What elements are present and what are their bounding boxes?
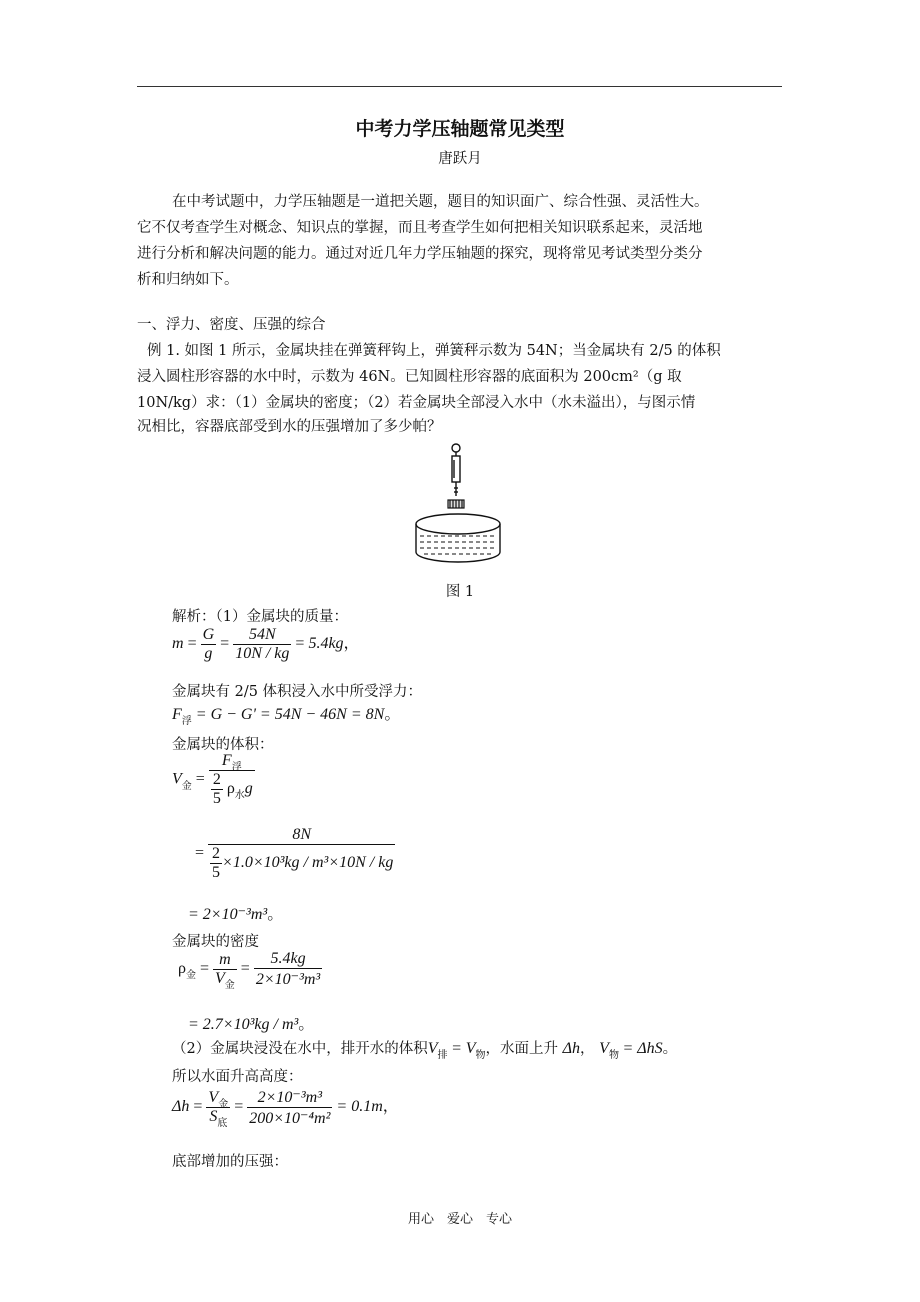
example-line-3: 10N/kg）求：（1）金属块的密度；（2）若金属块全部浸入水中（水未溢出），与图示情 [137, 395, 696, 411]
mass-equation: m = $\frac{G}{g}$ = $\frac{54N}{10N / kg}$ = 5.4kg， [172, 626, 360, 662]
figure-1-illustration [410, 438, 510, 568]
volume-equation-1: $V_金$ = $F_浮$ $\frac{2}{5}$ $\rho_水g$ [172, 752, 253, 807]
document-title: 中考力学压轴题常见类型 [355, 118, 565, 140]
density-result: = 2.7×10³kg / m³。 [188, 1016, 315, 1033]
cylinder-container-icon [416, 514, 500, 562]
rise-equation: Δh = $\frac{V_金}{S_底}$ = $\frac{\text{2×10⁻³m³}}{\text{200×10⁻⁴m²}}$ = 0.1m， [172, 1089, 399, 1129]
volume-equation-2: = 8N $\frac{2}{5}$ ×1.0×10³kg / m³×10N / kg [195, 826, 394, 881]
intro-line-3: 进行分析和解决问题的能力。通过对近几年力学压轴题的探究，现将常见考试类型分类分 [137, 246, 703, 262]
volume-label: 金属块的体积： [172, 737, 274, 753]
intro-line-2: 它不仅考查学生对概念、知识点的掌握，而且考查学生如何把相关知识联系起来，灵活地 [137, 220, 703, 236]
document-author: 唐跃月 [438, 151, 482, 167]
page-footer: 用心 爱心 专心 [407, 1212, 512, 1227]
pressure-label: 底部增加的压强： [172, 1154, 288, 1170]
header-rule [137, 86, 782, 87]
section-heading: 一、浮力、密度、压强的综合 [137, 317, 326, 333]
part2-statement: （2）金属块浸没在水中，排开水的体积$V_排 = V_物$，水面上升 Δh， $V_物 = \Delta hS$。 [172, 1040, 678, 1061]
example-line-1: 例 1. 如图 1 所示，金属块挂在弹簧秤钩上，弹簧秤示数为 54N；当金属块有 2/5 的体积 [147, 343, 721, 359]
intro-line-4: 析和归纳如下。 [137, 272, 239, 288]
figure-caption: 图 1 [445, 584, 475, 600]
buoyancy-label: 金属块有 2/5 体积浸入水中所受浮力： [172, 684, 423, 700]
intro-line-1: 在中考试题中，力学压轴题是一道把关题，题目的知识面广、综合性强、灵活性大。 [172, 194, 709, 210]
example-line-2: 浸入圆柱形容器的水中时，示数为 46N。已知圆柱形容器的底面积为 200cm²（g 取 [137, 369, 682, 385]
buoyancy-equation: $F_浮 = G - G' = 54N - 46N = 8N$。 [172, 706, 401, 727]
example-line-4: 况相比，容器底部受到水的压强增加了多少帕？ [137, 419, 442, 435]
analysis-label: 解析：（1）金属块的质量： [172, 609, 348, 625]
rise-label: 所以水面升高高度： [172, 1069, 303, 1085]
metal-block-icon [448, 500, 464, 508]
volume-result: = 2×10⁻³m³。 [188, 906, 284, 923]
density-equation: $\rho_金$ = $\frac{m}{V_金}$ = $\frac{5.4kg}{\text{2×10⁻³m³}}$ [178, 950, 321, 991]
spring-scale-icon [452, 444, 460, 496]
density-label: 金属块的密度 [172, 934, 259, 950]
